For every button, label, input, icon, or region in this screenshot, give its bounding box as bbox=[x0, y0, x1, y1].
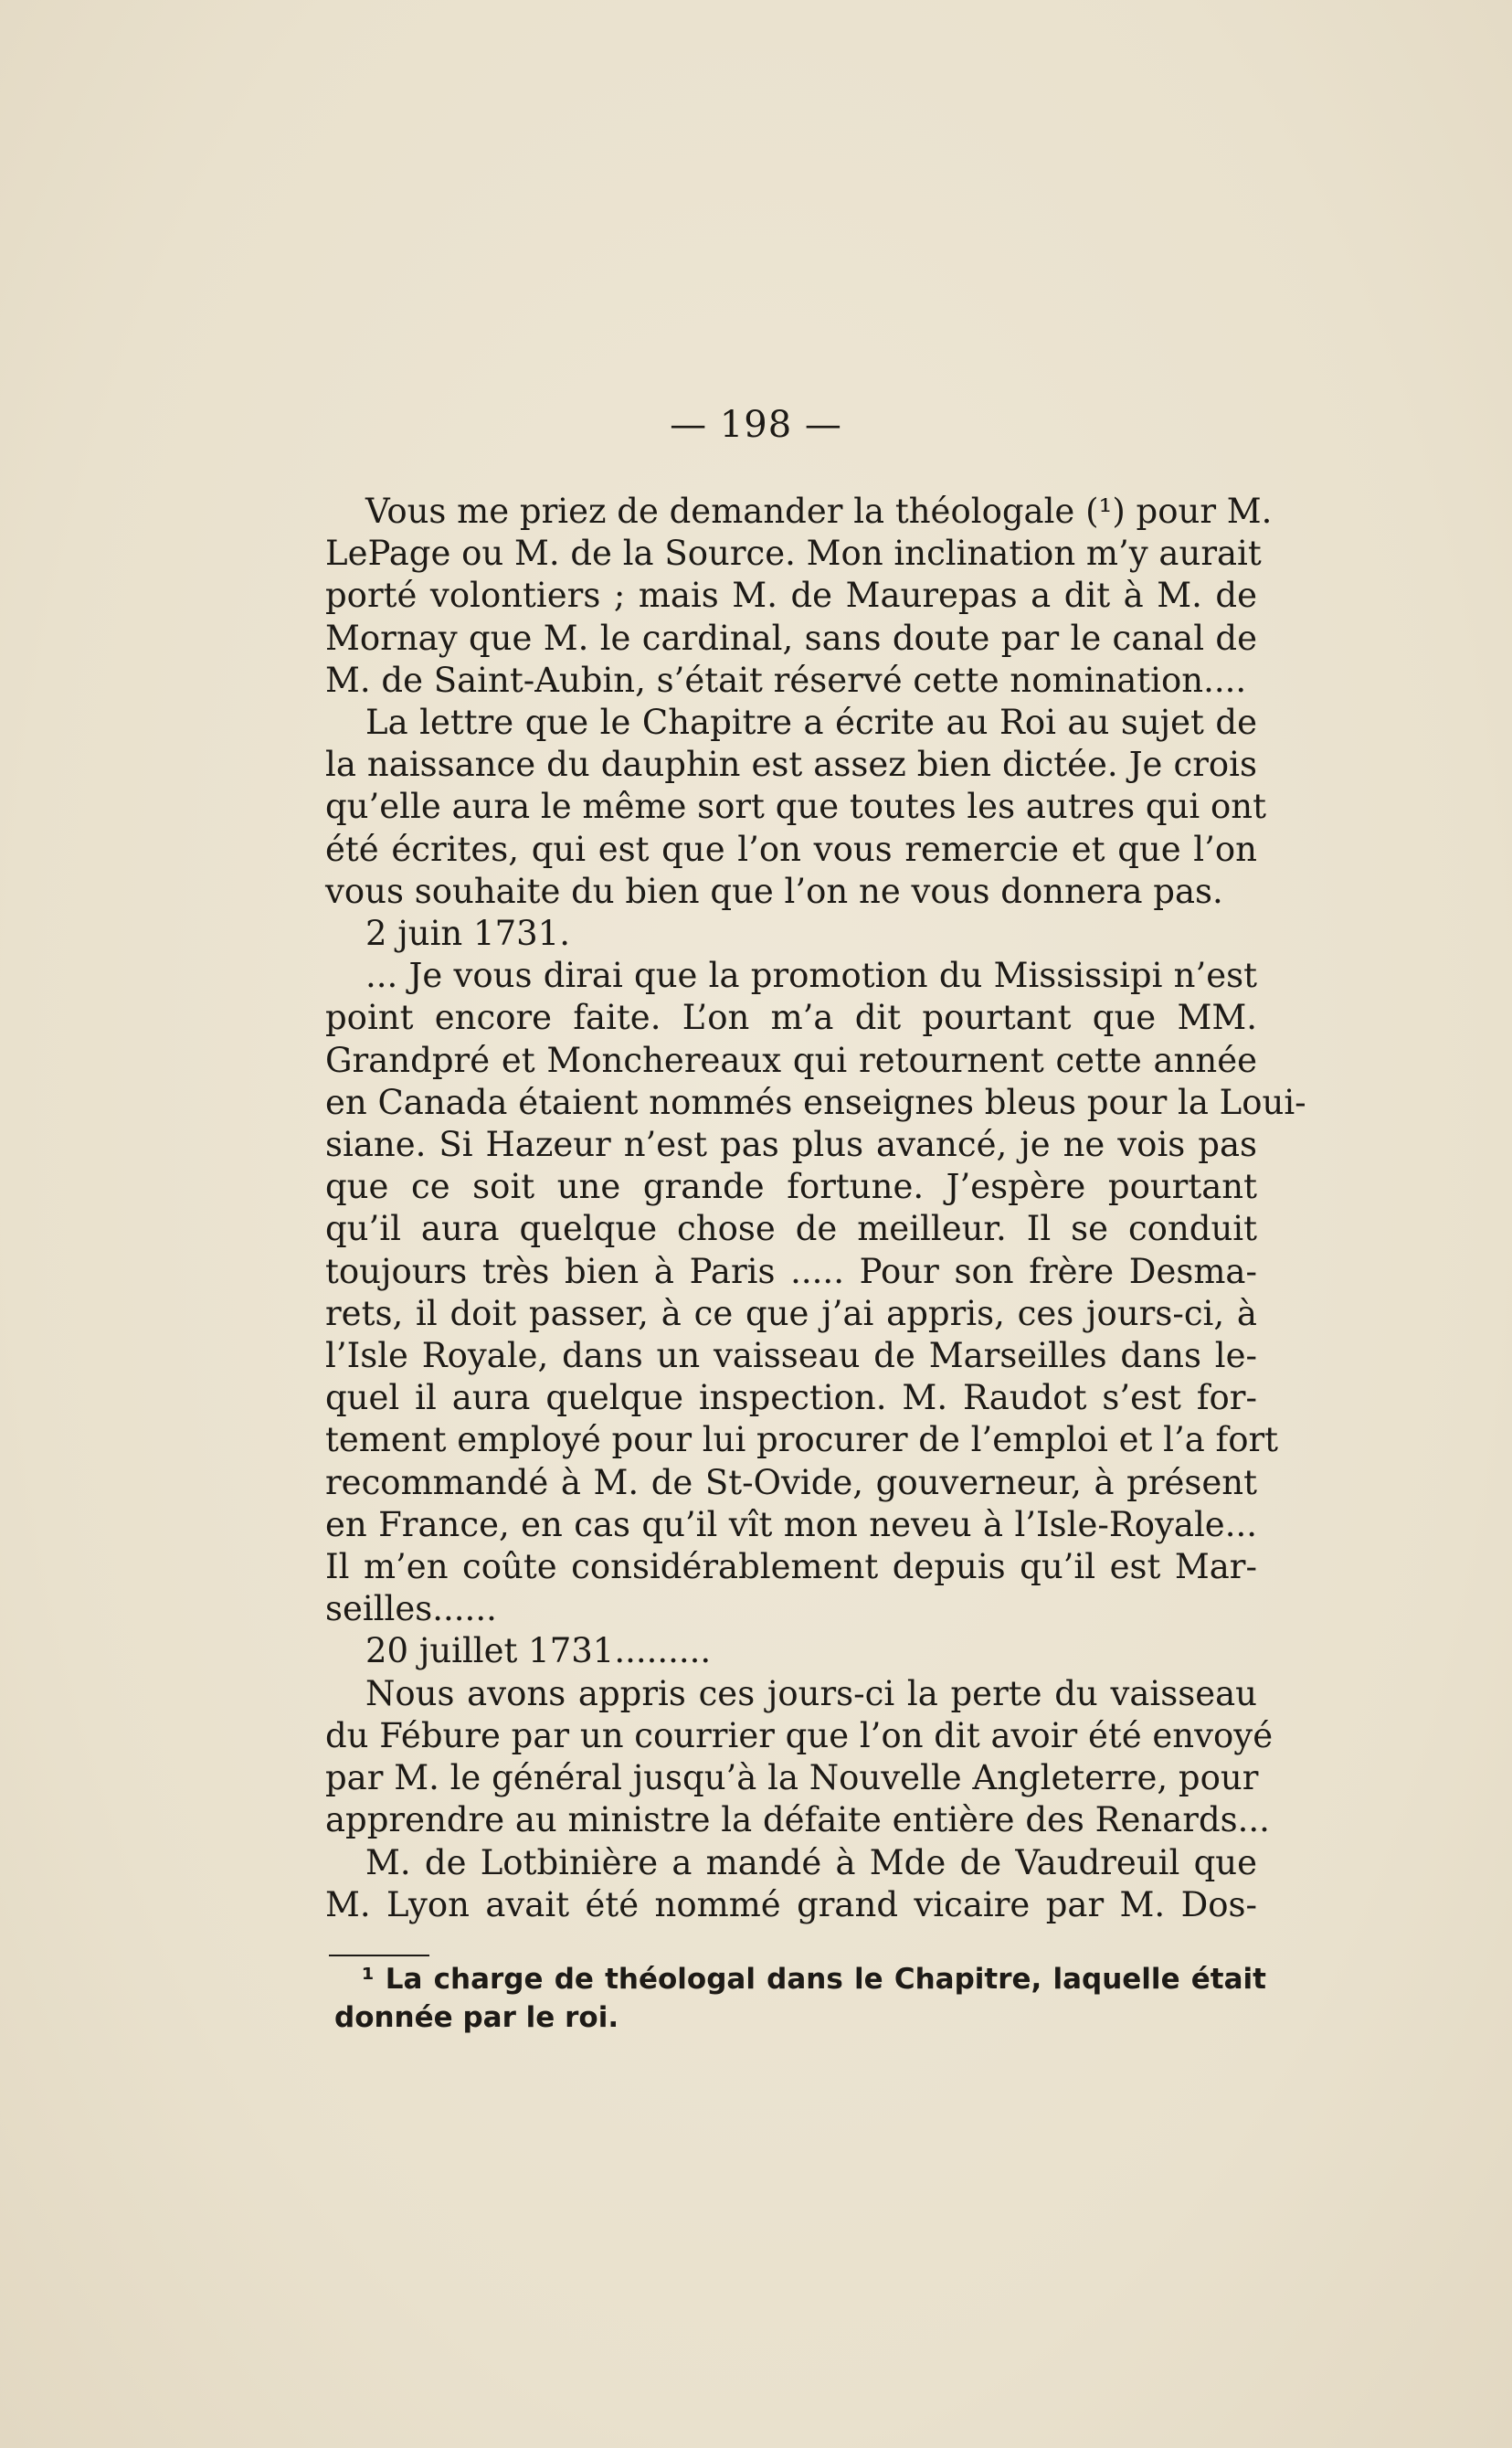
text-line: que ce soit une grande fortune. J’espère pourtant bbox=[325, 1167, 1257, 1207]
body-text bbox=[325, 491, 1306, 1926]
text-line: 2 juin 1731. bbox=[365, 914, 570, 954]
text-line: siane. Si Hazeur n’est pas plus avancé, je ne vois pas bbox=[325, 1125, 1257, 1165]
text-line: toujours très bien à Paris ..... Pour son frère Desma- bbox=[325, 1251, 1257, 1291]
text-line: en France, en cas qu’il vît mon neveu à l’Isle-Royale... bbox=[325, 1504, 1257, 1544]
text-line: seilles...... bbox=[325, 1589, 497, 1629]
text-line: la naissance du dauphin est assez bien dictée. Je crois bbox=[325, 745, 1257, 785]
page-number: — 198 — bbox=[670, 404, 842, 446]
text-line: 20 juillet 1731......... bbox=[365, 1631, 712, 1671]
text-line: La lettre que le Chapitre a écrite au Roi au sujet de bbox=[365, 703, 1257, 743]
text-line: qu’il aura quelque chose de meilleur. Il se conduit bbox=[325, 1209, 1257, 1249]
text-line: du Fébure par un courrier que l’on dit avoir été envoyé bbox=[325, 1715, 1274, 1755]
text-line: ... Je vous dirai que la promotion du Mississipi n’est bbox=[365, 956, 1257, 996]
text-line: M. de Saint-Aubin, s’était réservé cette nomination.... bbox=[325, 660, 1247, 700]
text-line: l’Isle Royale, dans un vaisseau de Marseilles dans le- bbox=[325, 1336, 1257, 1376]
text-line: été écrites, qui est que l’on vous remercie et que l’on bbox=[325, 829, 1257, 869]
text-line: LePage ou M. de la Source. Mon inclination m’y aurait bbox=[325, 534, 1262, 574]
footnote-line: ¹ La charge de théologal dans le Chapitre, laquelle était bbox=[362, 1963, 1266, 1996]
text-line: M. de Lotbinière a mandé à Mde de Vaudreuil que bbox=[365, 1842, 1257, 1882]
text-line: qu’elle aura le même sort que toutes les autres qui ont bbox=[325, 787, 1267, 827]
text-line: porté volontiers ; mais M. de Maurepas a dit à M. de bbox=[325, 576, 1257, 616]
text-line: M. Lyon avait été nommé grand vicaire par M. Dos- bbox=[325, 1884, 1257, 1924]
text-line: par M. le général jusqu’à la Nouvelle Angleterre, pour bbox=[325, 1758, 1259, 1798]
text-line: Nous avons appris ces jours-ci la perte du vaisseau bbox=[365, 1673, 1257, 1713]
text-line: Mornay que M. le cardinal, sans doute par le canal de bbox=[325, 618, 1257, 658]
text-line: rets, il doit passer, à ce que j’ai appris, ces jours-ci, à bbox=[325, 1293, 1257, 1333]
text-line: apprendre au ministre la défaite entière des Renards... bbox=[325, 1800, 1270, 1840]
text-line: en Canada étaient nommés enseignes bleus pour la Loui- bbox=[325, 1082, 1306, 1122]
text-line: Il m’en coûte considérablement depuis qu’il est Mar- bbox=[325, 1547, 1257, 1587]
text-line: recommandé à M. de St-Ovide, gouverneur, à présent bbox=[325, 1462, 1257, 1502]
text-line: Vous me priez de demander la théologale (¹) pour M. bbox=[365, 492, 1273, 531]
text-line: tement employé pour lui procurer de l’emploi et l’a fort bbox=[325, 1420, 1279, 1460]
footnote-divider bbox=[329, 1955, 429, 1956]
text-line: point encore faite. L’on m’a dit pourtant que MM. bbox=[325, 998, 1257, 1038]
footnotes bbox=[334, 1960, 1266, 2037]
text-line: Grandpré et Monchereaux qui retournent cette année bbox=[325, 1040, 1257, 1080]
text-line: quel il aura quelque inspection. M. Raudot s’est for- bbox=[325, 1378, 1257, 1418]
text-line: vous souhaite du bien que l’on ne vous donnera pas. bbox=[325, 871, 1223, 911]
footnote-line: donnée par le roi. bbox=[334, 2001, 619, 2034]
